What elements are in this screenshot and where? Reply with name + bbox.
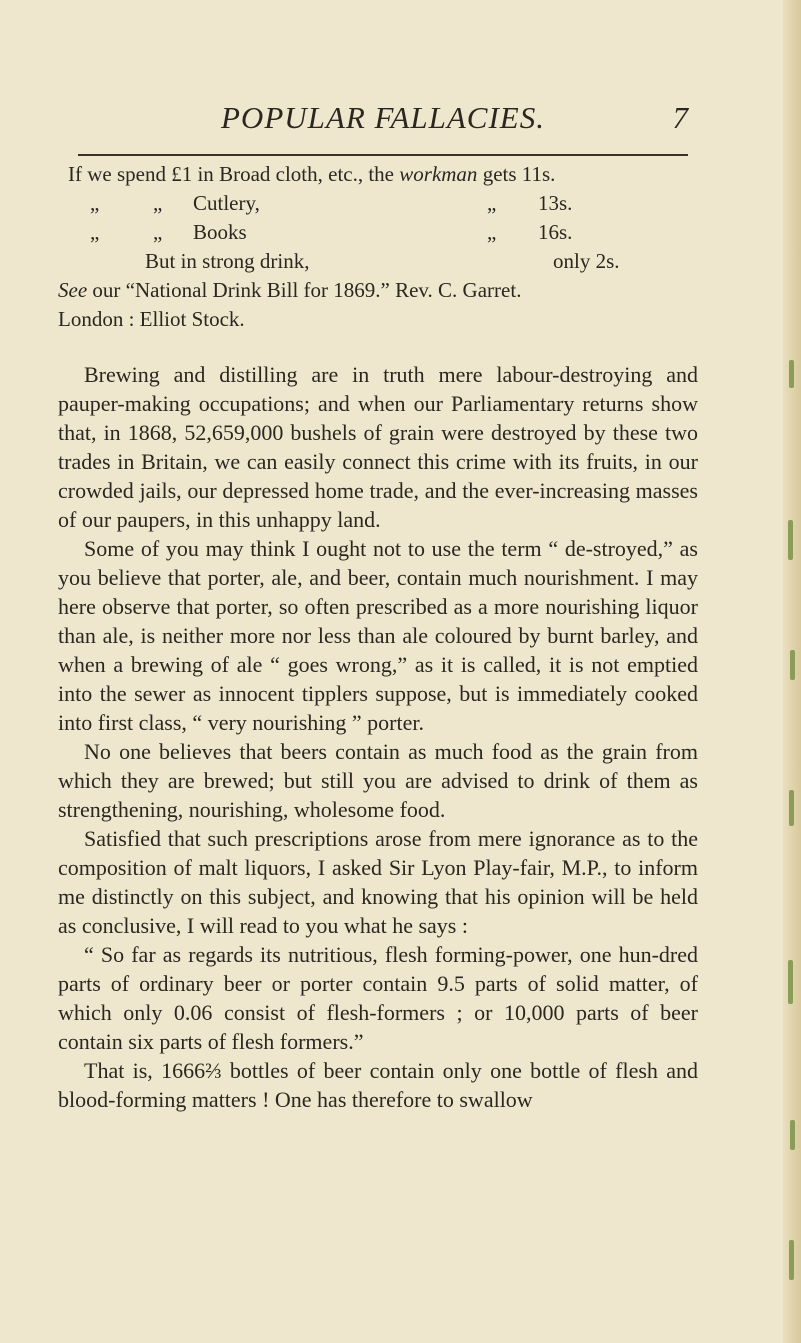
paragraph: “ So far as regards its nutritious, flesh forming-power, one hun-dred parts of ordinary beer or porter contain 9.5 parts of solid matter, of which only 0.06 consist of flesh-formers ; or 10,000 parts of beer contain six parts of flesh formers.” <box>58 942 698 1054</box>
spend-item: Cutlery, <box>193 191 260 215</box>
spend-row-cloth <box>68 160 688 189</box>
edge-mark <box>788 960 793 1004</box>
spend-row-cutlery <box>68 189 688 218</box>
edge-mark <box>789 360 794 388</box>
paragraph: Satisfied that such prescriptions arose from mere ignorance as to the composition of malt liquors, I asked Sir Lyon Play-fair, M.P., to inform me distinctly on this subject, and knowing that his opinion will be held as conclusive, I will read to you what he says : <box>58 826 698 938</box>
paragraph: That is, 1666⅔ bottles of beer contain only one bottle of flesh and blood-forming matters ! One has therefore to swallow <box>58 1058 698 1112</box>
paragraph: No one believes that beers contain as much food as the grain from which they are brewed; but still you are advised to drink of them as strengthening, nourishing, wholesome food. <box>58 739 698 822</box>
citation-text: our “National Drink Bill for 1869.” Rev. C. Garret. <box>92 278 522 302</box>
spend-row-drink <box>68 247 688 276</box>
spend-result: 16s. <box>538 220 573 244</box>
spend-item: Books <box>193 220 247 244</box>
spend-table <box>68 160 688 276</box>
spend-item: But in strong drink, <box>145 249 310 273</box>
page-number: 7 <box>672 100 688 135</box>
ditto-mark: „ <box>90 191 100 215</box>
spend-result: 11s. <box>521 162 556 186</box>
edge-mark <box>789 790 794 826</box>
paragraph: Brewing and distilling are in truth mere labour-destroying and pauper-making occupations; and when our Parliamentary returns show that, in 1868, 52,659,000 bushels of grain were destroyed by these two trades in Britain, we can easily connect this crime with its fruits, in our crowded jails, our depressed home trade, and the ever-increasing masses of our paupers, in this unhappy land. <box>58 362 698 532</box>
running-title: POPULAR FALLACIES. <box>221 100 545 135</box>
ditto-mark: „ <box>153 220 163 244</box>
spend-prefix: If we spend <box>68 162 166 186</box>
spend-result: 13s. <box>538 191 573 215</box>
spend-verb: gets <box>482 162 517 186</box>
paragraph: Some of you may think I ought not to use the term “ de-stroyed,” as you believe that porter, ale, and beer, contain much nourishment. I may here observe that porter, so often prescribed as a more nourishing liquor than ale, is neither more nor less than ale coloured by burnt barley, and when a brewing of ale “ goes wrong,” as it is called, it is not emptied into the sewer as innocent tipplers suppose, but is immediately cooked into first class, “ very nourishing ” porter. <box>58 536 698 735</box>
spend-connector: in <box>197 162 214 186</box>
ditto-mark: „ <box>487 191 497 215</box>
ditto-mark: „ <box>90 220 100 244</box>
spend-result: only 2s. <box>553 249 620 273</box>
edge-mark <box>790 650 795 680</box>
citation-line <box>58 276 698 305</box>
spend-item: Broad cloth, etc., the <box>219 162 395 186</box>
citation-see: See <box>58 278 88 302</box>
edge-mark <box>789 1240 794 1280</box>
page-edge <box>783 0 801 1343</box>
edge-mark <box>788 520 793 560</box>
ditto-mark: „ <box>153 191 163 215</box>
citation-publisher: London : Elliot Stock. <box>58 307 245 331</box>
spend-row-label <box>68 160 555 189</box>
spend-amount: £1 <box>171 162 193 186</box>
header-rule <box>78 154 688 156</box>
citation <box>58 276 698 334</box>
edge-mark <box>790 1120 795 1150</box>
spend-item-italic: workman <box>399 162 478 186</box>
body-text <box>58 360 698 1114</box>
running-head <box>78 100 688 150</box>
spend-row-books <box>68 218 688 247</box>
ditto-mark: „ <box>487 220 497 244</box>
